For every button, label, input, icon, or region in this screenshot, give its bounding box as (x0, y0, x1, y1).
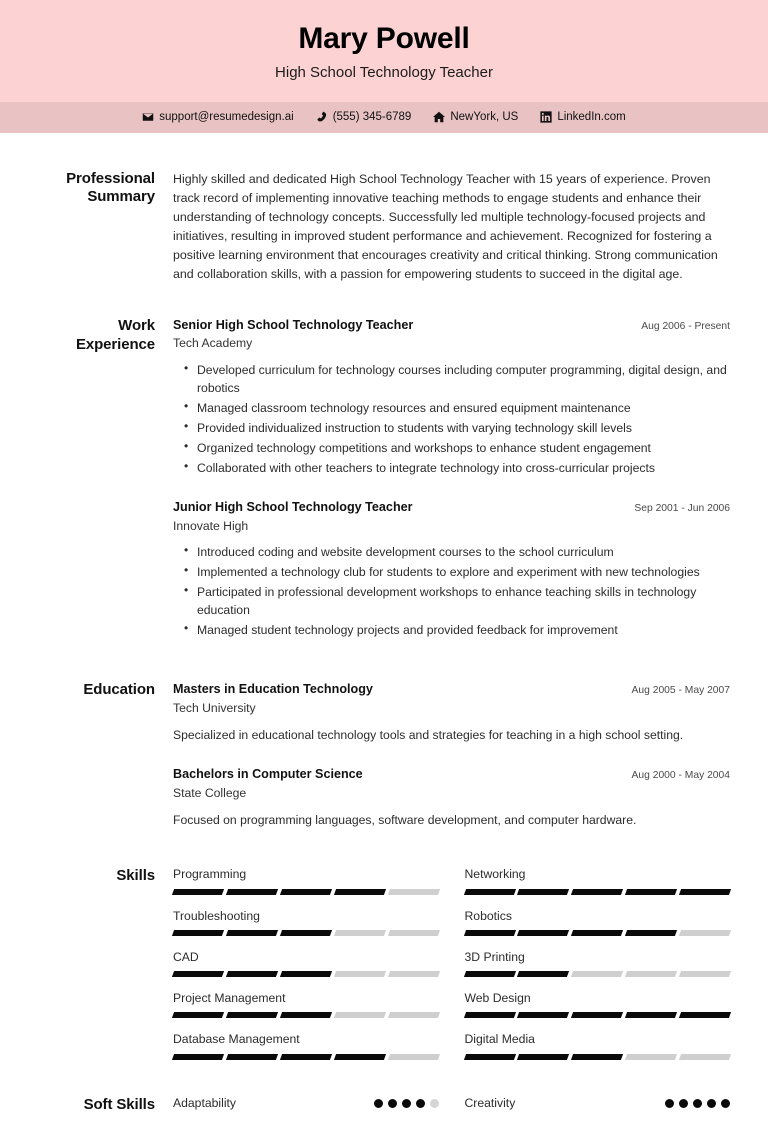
section-heading-education: Education (83, 681, 155, 699)
skill-level-segment (571, 971, 623, 977)
skill-level-segment (172, 889, 224, 895)
skill-level-segment (172, 1012, 224, 1018)
skill-level-bar (465, 930, 731, 936)
experience-organization: Innovate High (173, 518, 249, 533)
experience-entry (173, 317, 730, 477)
linkedin-icon (540, 111, 552, 123)
skill-level-segment (571, 930, 623, 936)
skill-level-segment (226, 1054, 278, 1060)
soft-skill-rating-dot (430, 1099, 439, 1108)
soft-skill-rating-dot (679, 1099, 688, 1108)
education-degree: Masters in Education Technology (173, 682, 373, 697)
contact-linkedin-text: LinkedIn.com (557, 110, 626, 123)
soft-skill-item (465, 1096, 731, 1123)
education-degree: Bachelors in Computer Science (173, 767, 363, 782)
skill-level-segment (334, 971, 386, 977)
skill-level-segment (172, 1054, 224, 1060)
contact-email-text: support@resumedesign.ai (159, 110, 294, 123)
experience-bullet-list (173, 543, 730, 639)
soft-skill-item (173, 1096, 439, 1123)
soft-skill-rating-dot (693, 1099, 702, 1108)
skill-level-segment (226, 930, 278, 936)
skill-level-segment (571, 1054, 623, 1060)
skill-level-segment (388, 1012, 440, 1018)
experience-bullet: • Provided individualized instruction to students with varying technology skill levels (197, 419, 730, 437)
skill-level-segment (388, 1054, 440, 1060)
skill-level-segment (625, 930, 677, 936)
experience-role: Senior High School Technology Teacher (173, 318, 414, 333)
education-description: Focused on programming languages, software development, and computer hardware. (173, 813, 637, 828)
experience-bullet: • Organized technology competitions and workshops to enhance student engagement (197, 439, 730, 457)
skill-level-segment (517, 930, 569, 936)
skill-level-segment (334, 889, 386, 895)
soft-skill-rating-dot (721, 1099, 730, 1108)
skill-name: CAD (173, 949, 199, 964)
skill-name: Programming (173, 867, 247, 882)
skill-level-segment (679, 889, 731, 895)
skill-level-segment (679, 971, 731, 977)
email-icon (142, 111, 154, 123)
contact-phone-text: (555) 345-6789 (332, 110, 412, 123)
skill-level-segment (517, 889, 569, 895)
skill-level-segment (463, 1054, 515, 1060)
skill-level-bar (465, 889, 731, 895)
education-list (173, 681, 730, 829)
skill-item (173, 950, 439, 991)
skill-level-segment (172, 930, 224, 936)
skill-level-segment (625, 1012, 677, 1018)
contact-item-email[interactable] (142, 111, 293, 123)
summary-text: Highly skilled and dedicated High School Technology Teacher with 15 years of experience. Proven track record of implementing innovative teaching methods to engage students and enhance their understanding of technology concepts. Successfully led multiple technology-focused projects and initiatives, resulting in improved student performance and achievement. Recognized for fostering a positive learning environment that encourages creativity and critical thinking. Strong communication and collaboration skills, with a passion for empowering students to succeed in the digital age. (173, 171, 718, 281)
skill-level-segment (388, 889, 440, 895)
experience-bullet: • Developed curriculum for technology courses including computer programming, digital design, and robotics (197, 361, 730, 397)
soft-skill-rating-dot (665, 1099, 674, 1108)
skill-level-segment (280, 1054, 332, 1060)
skill-item (173, 991, 439, 1032)
skill-level-segment (463, 971, 515, 977)
skill-name: Project Management (173, 991, 286, 1006)
skill-name: Robotics (464, 908, 512, 923)
section-skills (38, 829, 730, 1073)
skills-grid (173, 867, 730, 1073)
skill-level-bar (173, 1054, 439, 1060)
section-heading-soft-skills: Soft Skills (83, 1095, 155, 1113)
skill-level-segment (571, 889, 623, 895)
section-professional-summary (38, 133, 730, 285)
education-school: State College (173, 785, 247, 800)
skill-level-bar (465, 1054, 731, 1060)
skill-level-segment (571, 1012, 623, 1018)
soft-skill-rating-dot (707, 1099, 716, 1108)
contact-item-phone[interactable] (316, 111, 412, 123)
soft-skill-name: Adaptability (173, 1095, 237, 1110)
skill-item (173, 909, 439, 950)
header-subtitle: High School Technology Teacher (275, 63, 493, 81)
soft-skill-rating-dot (388, 1099, 397, 1108)
section-work-experience (38, 284, 730, 641)
experience-bullet: • Introduced coding and website development courses to the school curriculum (197, 543, 730, 561)
skill-level-segment (679, 1054, 731, 1060)
skill-level-segment (172, 971, 224, 977)
soft-skill-name: Creativity (464, 1095, 516, 1110)
education-school: Tech University (173, 700, 256, 715)
education-description: Specialized in educational technology tools and strategies for teaching in a high school setting. (173, 728, 684, 743)
contact-bar (0, 102, 768, 133)
experience-bullet: • Managed student technology projects and provided feedback for improvement (197, 621, 730, 639)
skill-level-segment (625, 971, 677, 977)
soft-skills-grid (173, 1096, 730, 1123)
skill-level-segment (334, 1054, 386, 1060)
resume-header (0, 0, 768, 102)
soft-skill-rating (665, 1099, 730, 1108)
section-education (38, 641, 730, 829)
experience-entry-header (173, 317, 730, 333)
skill-level-segment (388, 930, 440, 936)
skill-level-bar (173, 971, 439, 977)
page-title: Mary Powell (298, 22, 470, 55)
section-heading-experience: Work Experience (75, 317, 155, 353)
skill-level-segment (334, 1012, 386, 1018)
skill-name: Web Design (464, 991, 531, 1006)
skill-level-segment (517, 971, 569, 977)
phone-icon (316, 111, 328, 123)
skill-level-segment (280, 971, 332, 977)
education-entry-header (173, 766, 730, 782)
soft-skill-rating-dot (416, 1099, 425, 1108)
skill-level-segment (226, 1012, 278, 1018)
experience-role: Junior High School Technology Teacher (173, 500, 413, 515)
skill-level-bar (173, 889, 439, 895)
experience-bullet: • Implemented a technology club for students to explore and experiment with new technologies (197, 563, 730, 581)
skill-level-segment (463, 889, 515, 895)
skill-item (173, 867, 439, 908)
contact-item-linkedin[interactable] (540, 111, 625, 123)
skill-level-segment (517, 1054, 569, 1060)
experience-bullet: • Participated in professional development workshops to enhance teaching skills in technology education (197, 583, 730, 619)
education-entry-header (173, 681, 730, 697)
soft-skill-rating (374, 1099, 439, 1108)
skill-name: Digital Media (464, 1032, 535, 1047)
skill-level-segment (388, 971, 440, 977)
section-soft-skills (38, 1074, 730, 1141)
skill-level-segment (280, 889, 332, 895)
section-heading-skills: Skills (116, 867, 155, 885)
skill-level-segment (463, 930, 515, 936)
skill-item (465, 991, 731, 1032)
experience-bullet: • Managed classroom technology resources and ensured equipment maintenance (197, 399, 730, 417)
home-icon (433, 111, 445, 123)
skill-level-bar (465, 971, 731, 977)
contact-item-location[interactable] (433, 111, 518, 123)
skill-level-segment (517, 1012, 569, 1018)
experience-bullet-list (173, 361, 730, 477)
experience-entry (173, 499, 730, 639)
education-date-range: Aug 2005 - May 2007 (631, 685, 730, 697)
experience-date-range: Sep 2001 - Jun 2006 (634, 503, 730, 515)
resume-body (0, 133, 768, 1141)
skill-level-segment (679, 930, 731, 936)
experience-list (173, 317, 730, 641)
education-entry (173, 766, 730, 829)
skill-level-segment (226, 971, 278, 977)
experience-entry-header (173, 499, 730, 515)
skill-item (173, 1032, 439, 1073)
skill-level-segment (334, 930, 386, 936)
skill-level-segment (625, 889, 677, 895)
skill-item (465, 909, 731, 950)
skill-name: Networking (464, 867, 526, 882)
skill-level-segment (280, 1012, 332, 1018)
experience-organization: Tech Academy (173, 336, 253, 351)
skill-item (465, 867, 731, 908)
soft-skill-rating-dot (402, 1099, 411, 1108)
skill-item (465, 950, 731, 991)
skill-level-segment (625, 1054, 677, 1060)
skill-level-bar (173, 1012, 439, 1018)
skill-item (465, 1032, 731, 1073)
education-date-range: Aug 2000 - May 2004 (631, 770, 730, 782)
skill-name: 3D Printing (464, 949, 525, 964)
contact-location-text: NewYork, US (450, 110, 519, 123)
section-heading-summary: Professional Summary (66, 169, 155, 206)
experience-bullet: • Collaborated with other teachers to integrate technology into cross-curricular projects (197, 459, 730, 477)
skill-level-segment (463, 1012, 515, 1018)
skill-level-bar (173, 930, 439, 936)
skill-level-segment (679, 1012, 731, 1018)
experience-date-range: Aug 2006 - Present (641, 321, 730, 333)
skill-level-segment (280, 930, 332, 936)
soft-skill-rating-dot (374, 1099, 383, 1108)
skill-level-segment (226, 889, 278, 895)
education-entry (173, 681, 730, 744)
skill-name: Troubleshooting (173, 908, 260, 923)
skill-name: Database Management (173, 1032, 300, 1047)
skill-level-bar (465, 1012, 731, 1018)
